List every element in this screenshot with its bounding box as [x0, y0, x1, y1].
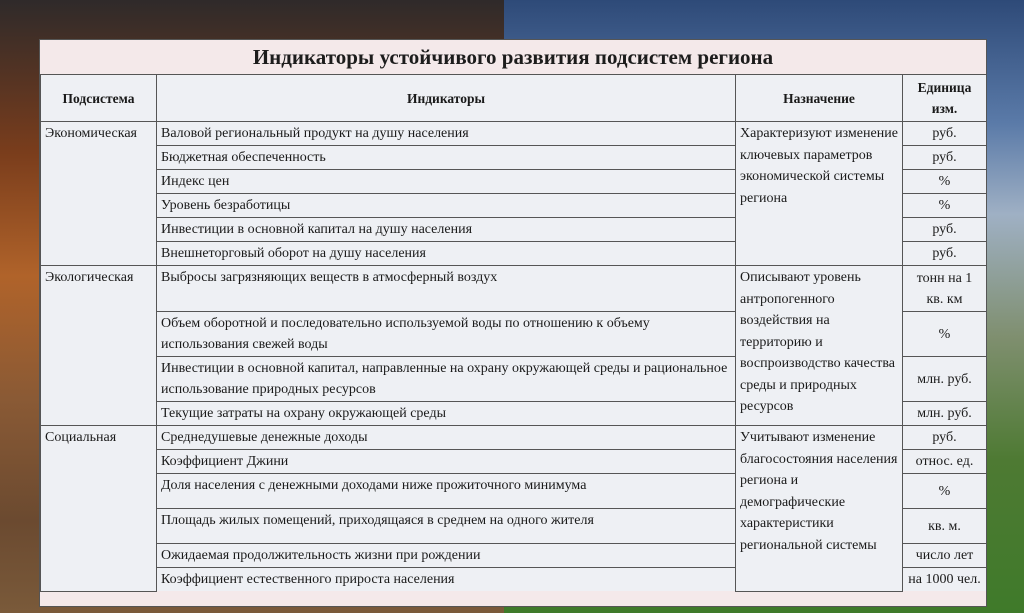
table-row: [41, 122, 987, 146]
table-row: [41, 266, 987, 312]
unit-cell: %: [903, 194, 987, 218]
unit-cell: руб.: [903, 426, 987, 450]
indicator-cell: Внешнеторговый оборот на душу населения: [157, 242, 736, 266]
indicator-cell: Инвестиции в основной капитал, направленные на охрану окружающей среды и рациональное использование природных ресурсов: [157, 357, 736, 402]
unit-cell: на 1000 чел.: [903, 568, 987, 592]
indicator-cell: Бюджетная обеспеченность: [157, 146, 736, 170]
unit-cell: кв. м.: [903, 509, 987, 544]
unit-cell: руб.: [903, 146, 987, 170]
header-row: [41, 75, 987, 122]
subsystem-cell: Экологическая: [41, 266, 157, 426]
unit-cell: руб.: [903, 122, 987, 146]
table-row: [41, 426, 987, 450]
indicator-cell: Доля населения с денежными доходами ниже прожиточного минимума: [157, 474, 736, 509]
header-subsystem: Подсистема: [41, 75, 157, 122]
unit-cell: относ. ед.: [903, 450, 987, 474]
unit-cell: %: [903, 312, 987, 357]
unit-cell: тонн на 1 кв. км: [903, 266, 987, 312]
unit-cell: руб.: [903, 218, 987, 242]
unit-cell: руб.: [903, 242, 987, 266]
unit-cell: млн. руб.: [903, 357, 987, 402]
indicator-cell: Валовой региональный продукт на душу населения: [157, 122, 736, 146]
indicator-cell: Площадь жилых помещений, приходящаяся в среднем на одного жителя: [157, 509, 736, 544]
unit-cell: число лет: [903, 544, 987, 568]
purpose-cell: Характеризуют изменение ключевых параметров экономической системы региона: [736, 122, 903, 266]
header-purpose: Назначение: [736, 75, 903, 122]
header-unit: Единица изм.: [903, 75, 987, 122]
indicator-cell: Коэффициент Джини: [157, 450, 736, 474]
indicator-cell: Коэффициент естественного прироста населения: [157, 568, 736, 592]
page-title: Индикаторы устойчивого развития подсистем региона: [40, 40, 986, 75]
indicator-cell: Текущие затраты на охрану окружающей среды: [157, 402, 736, 426]
unit-cell: %: [903, 170, 987, 194]
unit-cell: %: [903, 474, 987, 509]
subsystem-cell: Социальная: [41, 426, 157, 592]
indicator-cell: Среднедушевые денежные доходы: [157, 426, 736, 450]
indicator-cell: Ожидаемая продолжительность жизни при рождении: [157, 544, 736, 568]
indicator-cell: Объем оборотной и последовательно используемой воды по отношению к объему использования свежей воды: [157, 312, 736, 357]
indicator-cell: Выбросы загрязняющих веществ в атмосферный воздух: [157, 266, 736, 312]
indicator-cell: Индекс цен: [157, 170, 736, 194]
table-panel: [39, 39, 987, 607]
indicators-table: [40, 74, 987, 592]
purpose-cell: Учитывают изменение благосостояния населения региона и демографические характеристики региональной системы: [736, 426, 903, 592]
indicator-cell: Уровень безработицы: [157, 194, 736, 218]
indicator-cell: Инвестиции в основной капитал на душу населения: [157, 218, 736, 242]
unit-cell: млн. руб.: [903, 402, 987, 426]
subsystem-cell: Экономическая: [41, 122, 157, 266]
header-indicators: Индикаторы: [157, 75, 736, 122]
purpose-cell: Описывают уровень антропогенного воздействия на территорию и воспроизводство качества среды и природных ресурсов: [736, 266, 903, 426]
